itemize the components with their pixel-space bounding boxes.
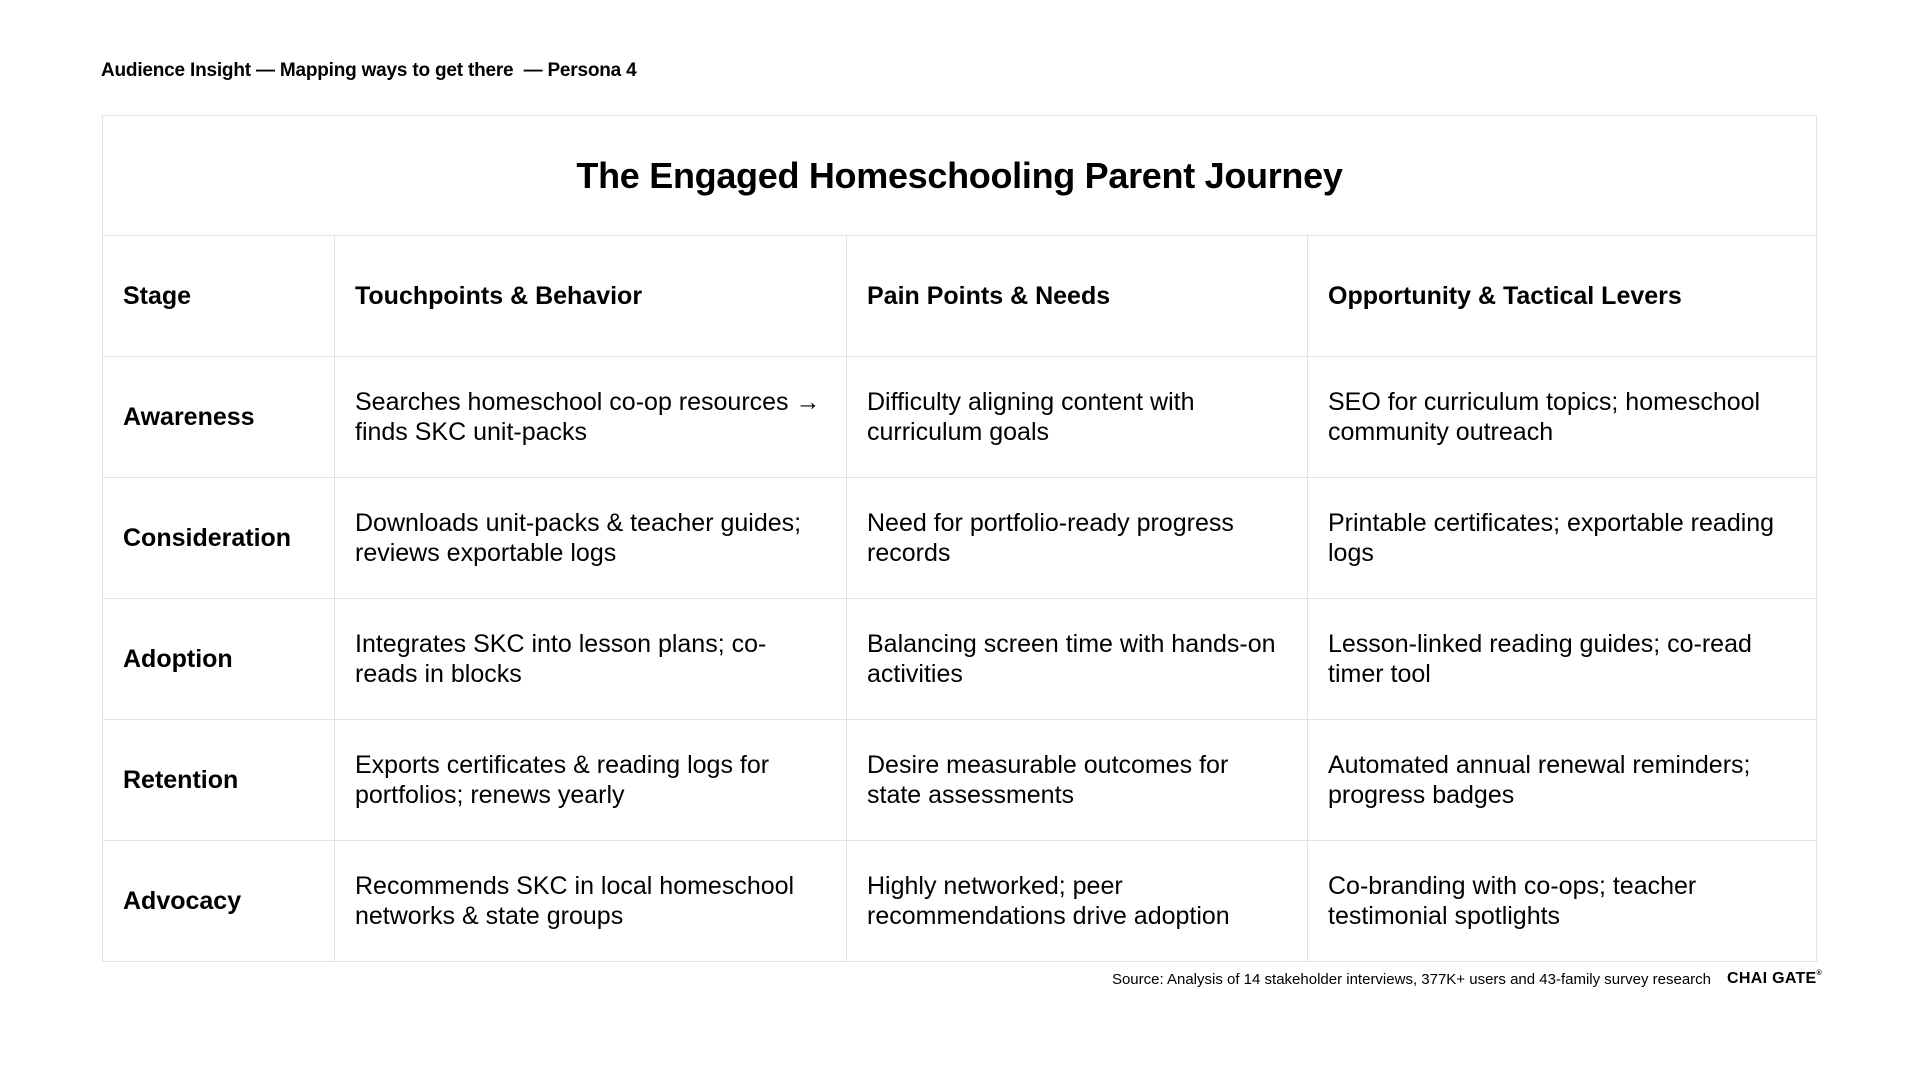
- eyebrow-breadcrumb: Audience Insight — Mapping ways to get there — Persona 4: [101, 60, 637, 81]
- footer: [1112, 970, 1822, 988]
- pain-points-cell: Need for portfolio-ready progress records: [847, 478, 1308, 598]
- table-row: [103, 478, 1816, 599]
- touchpoints-cell: Exports certificates & reading logs for portfolios; renews yearly: [335, 720, 847, 840]
- table-title-row: [103, 116, 1816, 236]
- touchpoints-cell: Integrates SKC into lesson plans; co-reads in blocks: [335, 599, 847, 719]
- table-header-row: [103, 236, 1816, 357]
- column-header-stage: Stage: [103, 236, 335, 356]
- table-title: The Engaged Homeschooling Parent Journey: [576, 154, 1343, 196]
- registered-mark-icon: ®: [1816, 969, 1822, 977]
- stage-cell: Advocacy: [103, 841, 335, 961]
- stage-cell: Adoption: [103, 599, 335, 719]
- table-row: [103, 841, 1816, 961]
- opportunity-cell: SEO for curriculum topics; homeschool community outreach: [1328, 388, 1761, 446]
- brand-logo-text: CHAI GATE: [1727, 970, 1817, 987]
- column-header-pain-points: Pain Points & Needs: [847, 236, 1308, 356]
- touchpoints-cell: Searches homeschool co-op resources → finds SKC unit-packs: [335, 357, 847, 477]
- table-row: [103, 720, 1816, 841]
- stage-cell: Awareness: [103, 357, 335, 477]
- source-note: Source: Analysis of 14 stakeholder interviews, 377K+ users and 43-family survey research: [1111, 970, 1712, 988]
- pain-points-cell: Balancing screen time with hands-on activities: [847, 599, 1308, 719]
- stage-cell: Retention: [103, 720, 335, 840]
- column-header-opportunity: Opportunity & Tactical Levers: [1328, 282, 1682, 310]
- brand-logo: [1727, 970, 1822, 988]
- stage-cell: Consideration: [103, 478, 335, 598]
- pain-points-cell: Difficulty aligning content with curriculum goals: [847, 357, 1308, 477]
- table-row: [103, 599, 1816, 720]
- journey-table: [102, 115, 1817, 962]
- opportunity-cell: Co-branding with co-ops; teacher testimonial spotlights: [1328, 872, 1697, 930]
- opportunity-cell: Lesson-linked reading guides; co-read timer tool: [1328, 630, 1752, 688]
- opportunity-cell: Printable certificates; exportable reading logs: [1328, 509, 1775, 567]
- opportunity-cell: Automated annual renewal reminders; progress badges: [1328, 751, 1751, 809]
- table-row: [103, 357, 1816, 478]
- pain-points-cell: Highly networked; peer recommendations drive adoption: [847, 841, 1308, 961]
- pain-points-cell: Desire measurable outcomes for state assessments: [847, 720, 1308, 840]
- touchpoints-cell: Downloads unit-packs & teacher guides; reviews exportable logs: [335, 478, 847, 598]
- touchpoints-cell: Recommends SKC in local homeschool networks & state groups: [335, 841, 847, 961]
- column-header-touchpoints: Touchpoints & Behavior: [335, 236, 847, 356]
